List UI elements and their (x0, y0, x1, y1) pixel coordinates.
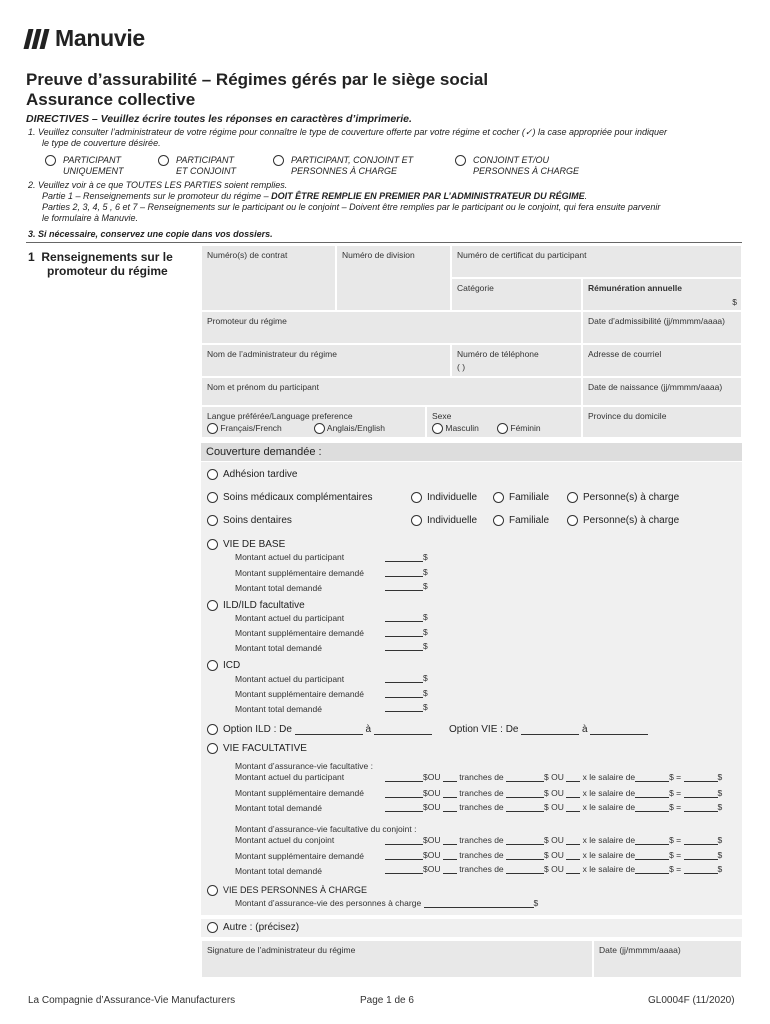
radio-button[interactable] (207, 743, 218, 754)
radio-button[interactable] (207, 515, 218, 526)
sex-female-option[interactable]: Féminin (497, 423, 541, 434)
optional-life-option[interactable]: VIE FACULTATIVE (207, 743, 307, 754)
ltd-current-label: Montant actuel du participant (235, 613, 345, 623)
instruction-2: 2. Veuillez voir à ce que TOUTES LES PARTIES soient remplies. (28, 180, 288, 190)
optional-life-formula-row[interactable]: $OU tranches de $ OU x le salaire de $ = $ (385, 835, 722, 845)
footer-form-code: GL0004F (11/2020) (648, 995, 735, 1006)
coverage-area (201, 462, 742, 915)
category-field[interactable]: Catégorie (451, 278, 582, 311)
sponsor-field[interactable]: Promoteur du régime (201, 311, 582, 344)
participant-name-field[interactable]: Nom et prénom du participant (201, 377, 582, 406)
health-dependents-option[interactable]: Personne(s) à charge (567, 492, 679, 503)
dependent-life-option[interactable]: VIE DES PERSONNES À CHARGE (207, 885, 367, 896)
form-subtitle: Assurance collective (26, 90, 196, 109)
footer-page-number: Page 1 de 6 (360, 995, 414, 1006)
sponsor-info-grid (201, 245, 742, 438)
language-field: Langue préférée/Language preference Français/French Anglais/English (201, 406, 426, 438)
optional-life-formula-row[interactable]: $OU tranches de $ OU x le salaire de $ = $ (385, 850, 722, 860)
optional-life-additional-label: Montant supplémentaire demandé (235, 788, 364, 798)
optional-life-formula-row[interactable]: $OU tranches de $ OU x le salaire de $ = $ (385, 788, 722, 798)
basic-life-total-label: Montant total demandé (235, 583, 322, 593)
instruction-1: 1. Veuillez consulter l’administrateur de votre régime pour connaître le type de couverture offerte par votre régime et cocher (✓) la case appropriée pour indiquer (28, 127, 668, 137)
admin-signature-field[interactable]: Signature de l’administrateur du régime (201, 940, 593, 978)
radio-button[interactable] (207, 469, 218, 480)
radio-button[interactable] (207, 600, 218, 611)
optional-life-total-label: Montant total demandé (235, 803, 322, 813)
email-field[interactable]: Adresse de courriel (582, 344, 742, 377)
optional-life-formula-row[interactable]: $OU tranches de $ OU x le salaire de $ = $ (385, 772, 722, 782)
ltd-option[interactable]: ILD/ILD facultative (207, 600, 305, 611)
instruction-3: 3. Si nécessaire, conservez une copie dans vos dossiers. (28, 229, 273, 239)
signature-date-field[interactable]: Date (jj/mmmm/aaaa) (593, 940, 742, 978)
signature-section (201, 940, 742, 978)
radio-button[interactable] (207, 922, 218, 933)
optional-life-formula-row[interactable]: $OU tranches de $ OU x le salaire de $ = $ (385, 864, 722, 874)
ltd-total-input[interactable]: $ (385, 641, 428, 651)
health-family-option[interactable]: Familiale (493, 492, 549, 503)
dental-dependents-option[interactable]: Personne(s) à charge (567, 515, 679, 526)
std-total-input[interactable]: $ (385, 702, 428, 712)
dental-option[interactable]: Soins dentaires (207, 515, 292, 526)
ltd-current-input[interactable]: $ (385, 612, 428, 622)
radio-button[interactable] (411, 515, 422, 526)
instruction-2-parts: Parties 2, 3, 4, 5 , 6 et 7 – Renseignements sur le participant ou le conjoint – Doivent être remplies par le participant ou le conjoint, qui fera ensuite parvenir (42, 202, 661, 212)
form-title: Preuve d’assurabilité – Régimes gérés par le siège social (26, 70, 489, 89)
std-total-label: Montant total demandé (235, 704, 322, 714)
std-current-label: Montant actuel du participant (235, 674, 345, 684)
other-row[interactable]: Autre : (précisez) (201, 919, 742, 937)
radio-button[interactable] (455, 155, 466, 166)
radio-button[interactable] (314, 423, 325, 434)
radio-button[interactable] (273, 155, 284, 166)
std-option[interactable]: ICD (207, 660, 240, 671)
radio-button[interactable] (567, 492, 578, 503)
manulife-logo (26, 25, 145, 52)
radio-button[interactable] (207, 423, 218, 434)
province-field[interactable]: Province du domicile (582, 406, 742, 438)
admission-date-field[interactable]: Date d’admissibilité (jj/mmmm/aaaa) (582, 311, 742, 344)
certificate-field[interactable]: Numéro de certificat du participant (451, 245, 742, 278)
instruction-2-part1: Partie 1 – Renseignements sur le promoteur du régime – DOIT ÊTRE REMPLIE EN PREMIER PAR L’ADMINISTRATEUR DU RÉGIME. (42, 191, 588, 201)
coverage-heading: Couverture demandée : (201, 443, 742, 461)
health-option[interactable]: Soins médicaux complémentaires (207, 492, 373, 503)
optional-life-intro: Montant d’assurance-vie facultative : (235, 761, 373, 771)
radio-button[interactable] (207, 492, 218, 503)
section-1-title: 1 Renseignements sur le promoteur du régime (28, 250, 173, 278)
spouse-life-total-label: Montant total demandé (235, 866, 322, 876)
birth-date-field[interactable]: Date de naissance (jj/mmmm/aaaa) (582, 377, 742, 406)
division-field[interactable]: Numéro de division (336, 245, 451, 311)
ltd-total-label: Montant total demandé (235, 643, 322, 653)
instruction-2-cont: le formulaire à Manuvie. (42, 213, 139, 223)
basic-life-additional-input[interactable]: $ (385, 567, 428, 577)
directives-heading: DIRECTIVES – Veuillez écrire toutes les réponses en caractères d’imprimerie. (26, 113, 412, 125)
manulife-logo-mark-icon (26, 29, 47, 49)
health-individual-option[interactable]: Individuelle (411, 492, 477, 503)
spouse-life-additional-label: Montant supplémentaire demandé (235, 851, 364, 861)
basic-life-additional-label: Montant supplémentaire demandé (235, 568, 364, 578)
late-enrolment-option[interactable]: Adhésion tardive (207, 469, 298, 480)
sex-male-option[interactable]: Masculin (432, 423, 479, 434)
radio-button[interactable] (493, 492, 504, 503)
instruction-1-cont: le type de couverture désirée. (42, 138, 161, 148)
contract-field[interactable]: Numéro(s) de contrat (201, 245, 336, 311)
brand-name: Manuvie (55, 25, 145, 51)
optional-life-current-label: Montant actuel du participant (235, 772, 345, 782)
basic-life-current-input[interactable]: $ (385, 552, 428, 562)
optional-life-formula-row[interactable]: $OU tranches de $ OU x le salaire de $ = $ (385, 802, 722, 812)
radio-button[interactable] (411, 492, 422, 503)
salary-field[interactable]: Rémunération annuelle $ (582, 278, 742, 311)
phone-field[interactable]: Numéro de téléphone ( ) (451, 344, 582, 377)
std-additional-label: Montant supplémentaire demandé (235, 689, 364, 699)
radio-button[interactable] (432, 423, 443, 434)
dental-family-option[interactable]: Familiale (493, 515, 549, 526)
std-additional-input[interactable]: $ (385, 688, 428, 698)
ltd-additional-label: Montant supplémentaire demandé (235, 628, 364, 638)
radio-button[interactable] (567, 515, 578, 526)
radio-button[interactable] (497, 423, 508, 434)
radio-button[interactable] (207, 539, 218, 550)
radio-button[interactable] (207, 660, 218, 671)
basic-life-current-label: Montant actuel du participant (235, 552, 345, 562)
spouse-life-intro: Montant d’assurance-vie facultative du conjoint : (235, 824, 417, 834)
spouse-life-current-label: Montant actuel du conjoint (235, 835, 335, 845)
divider (26, 242, 742, 243)
sex-field: Sexe Masculin Féminin (426, 406, 582, 438)
radio-button[interactable] (45, 155, 56, 166)
basic-life-total-input[interactable]: $ (385, 581, 428, 591)
radio-button[interactable] (207, 885, 218, 896)
language-french-option[interactable]: Français/French (207, 423, 282, 434)
basic-life-option[interactable]: VIE DE BASE (207, 539, 285, 550)
ltd-additional-input[interactable]: $ (385, 627, 428, 637)
option-ltd-row[interactable]: Option ILD : De à (207, 724, 432, 735)
admin-name-field[interactable]: Nom de l’administrateur du régime (201, 344, 451, 377)
language-english-option[interactable]: Anglais/English (314, 423, 385, 434)
radio-button[interactable] (493, 515, 504, 526)
std-current-input[interactable]: $ (385, 673, 428, 683)
radio-button[interactable] (207, 724, 218, 735)
radio-button[interactable] (158, 155, 169, 166)
dependent-life-amount[interactable]: Montant d’assurance-vie des personnes à charge $ (235, 898, 539, 908)
dental-individual-option[interactable]: Individuelle (411, 515, 477, 526)
footer-company: La Compagnie d’Assurance-Vie Manufacturers (28, 995, 236, 1006)
option-life-row[interactable]: Option VIE : De à (449, 724, 648, 735)
